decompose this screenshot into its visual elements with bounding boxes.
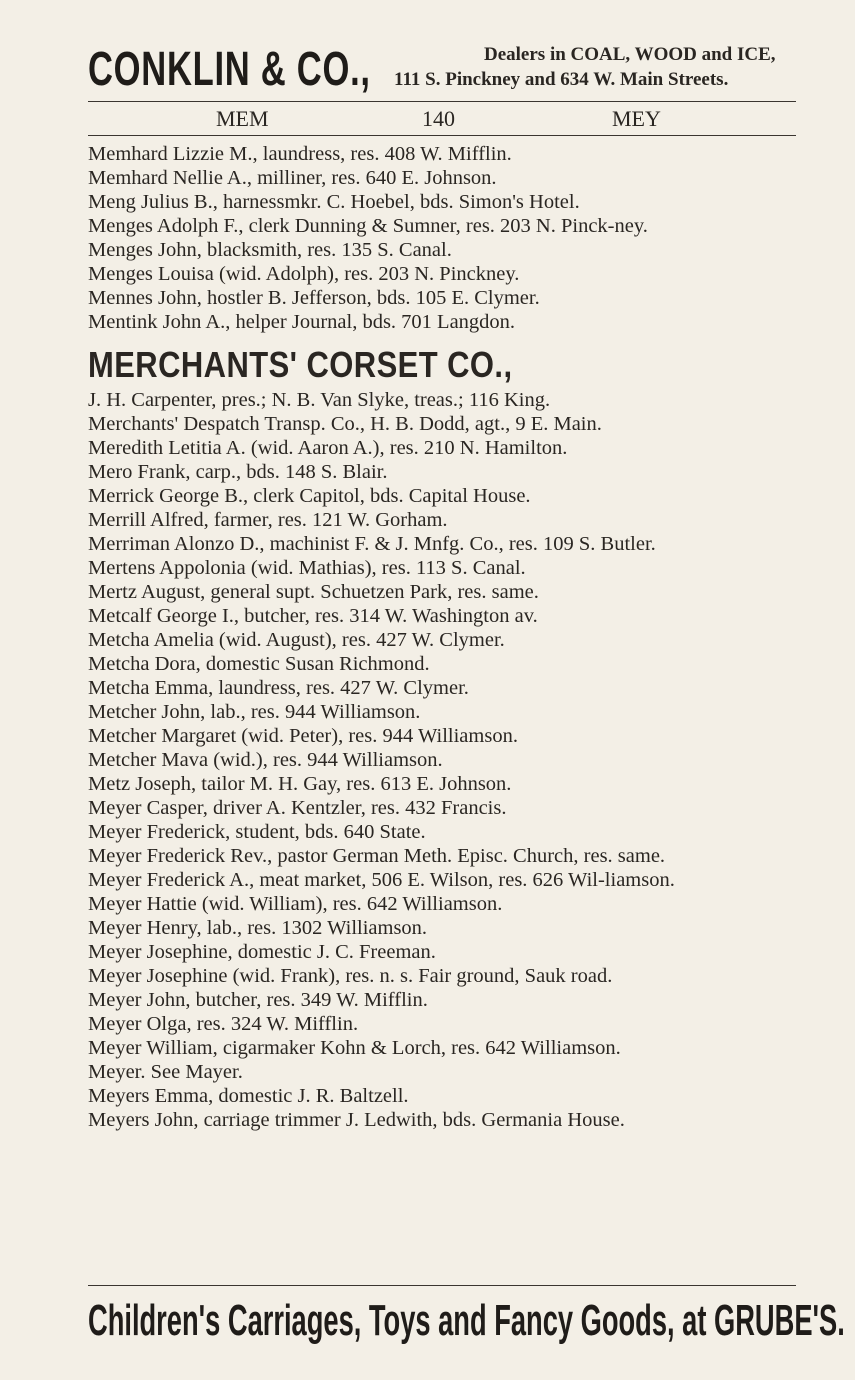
directory-entry: Menges Louisa (wid. Adolph), res. 203 N. Pinckney. [88,263,520,285]
directory-entry: Meyer Casper, driver A. Kentzler, res. 432 Francis. [88,797,507,819]
directory-entry: Meyer Frederick, student, bds. 640 State. [88,821,426,843]
directory-entry: Meyer William, cigarmaker Kohn & Lorch, res. 642 Williamson. [88,1037,621,1059]
directory-entry: Meyer Josephine, domestic J. C. Freeman. [88,941,436,963]
directory-entry: Mertz August, general supt. Schuetzen Park, res. same. [88,581,539,603]
footer-rule [88,1285,796,1286]
directory-entry: Metcha Amelia (wid. August), res. 427 W. Clymer. [88,629,505,651]
directory-entry: Merriman Alonzo D., machinist F. & J. Mnfg. Co., res. 109 S. Butler. [88,533,656,555]
directory-entry: Meyer Hattie (wid. William), res. 642 Williamson. [88,893,503,915]
business-display-heading: MERCHANTS' CORSET CO., [88,344,513,385]
running-head-right: MEY [612,106,661,131]
directory-entry: Meyer Josephine (wid. Frank), res. n. s. Fair ground, Sauk road. [88,965,613,987]
directory-entry: Menges Adolph F., clerk Dunning & Sumner, res. 203 N. Pinck-ney. [88,215,648,237]
directory-entry: Meyer Frederick Rev., pastor German Meth. Episc. Church, res. same. [88,845,666,867]
running-head [88,104,796,134]
directory-entry: Meng Julius B., harnessmkr. C. Hoebel, bds. Simon's Hotel. [88,191,580,213]
directory-entry: Metcalf George I., butcher, res. 314 W. Washington av. [88,605,538,627]
page-number: 140 [422,106,455,131]
directory-entry: Mero Frank, carp., bds. 148 S. Blair. [88,461,388,483]
directory-entry: J. H. Carpenter, pres.; N. B. Van Slyke, treas.; 116 King. [88,389,551,411]
directory-entry: Metcher Mava (wid.), res. 944 Williamson. [88,749,443,771]
directory-entry: Mertens Appolonia (wid. Mathias), res. 113 S. Canal. [88,557,526,579]
directory-entry: Merchants' Despatch Transp. Co., H. B. Dodd, agt., 9 E. Main. [88,413,602,435]
directory-entry: Metcha Dora, domestic Susan Richmond. [88,653,430,675]
directory-entry: Mentink John A., helper Journal, bds. 701 Langdon. [88,311,516,333]
directory-entry: Meyer Olga, res. 324 W. Mifflin. [88,1013,359,1035]
directory-entry: Meyer John, butcher, res. 349 W. Mifflin. [88,989,428,1011]
directory-entry: Meyer. See Mayer. [88,1061,243,1083]
directory-entry: Memhard Nellie A., milliner, res. 640 E. Johnson. [88,167,497,189]
directory-entry: Metz Joseph, tailor M. H. Gay, res. 613 E. Johnson. [88,773,512,795]
running-head-left: MEM [216,106,269,131]
directory-entry: Metcher John, lab., res. 944 Williamson. [88,701,421,723]
directory-entries [88,142,800,1132]
directory-entry: Meyer Frederick A., meat market, 506 E. Wilson, res. 626 Wil-liamson. [88,869,675,891]
directory-entry: Metcher Margaret (wid. Peter), res. 944 Williamson. [88,725,518,747]
directory-entry: Menges John, blacksmith, res. 135 S. Canal. [88,239,452,261]
directory-entry: Merrick George B., clerk Capitol, bds. Capital House. [88,485,531,507]
advertiser-address: 111 S. Pinckney and 634 W. Main Streets. [394,69,729,90]
directory-entry: Mennes John, hostler B. Jefferson, bds. 105 E. Clymer. [88,287,540,309]
footer-advertisement: Children's Carriages, Toys and Fancy Goods, at GRUBE'S. [88,1296,845,1345]
header-rule-top [88,101,796,102]
directory-entry: Meyer Henry, lab., res. 1302 Williamson. [88,917,428,939]
directory-entry: Meyers John, carriage trimmer J. Ledwith, bds. Germania House. [88,1109,625,1131]
header-advertisement [88,40,800,102]
advertiser-business: Dealers in COAL, WOOD and ICE, [484,44,776,65]
header-rule-bottom [88,135,796,136]
directory-entry: Memhard Lizzie M., laundress, res. 408 W. Mifflin. [88,143,512,165]
directory-entry: Meredith Letitia A. (wid. Aaron A.), res. 210 N. Hamilton. [88,437,568,459]
directory-entry: Merrill Alfred, farmer, res. 121 W. Gorham. [88,509,448,531]
directory-entry: Metcha Emma, laundress, res. 427 W. Clymer. [88,677,469,699]
directory-entry: Meyers Emma, domestic J. R. Baltzell. [88,1085,409,1107]
advertiser-name: CONKLIN & CO., [88,43,371,96]
advertiser-details [394,42,804,92]
